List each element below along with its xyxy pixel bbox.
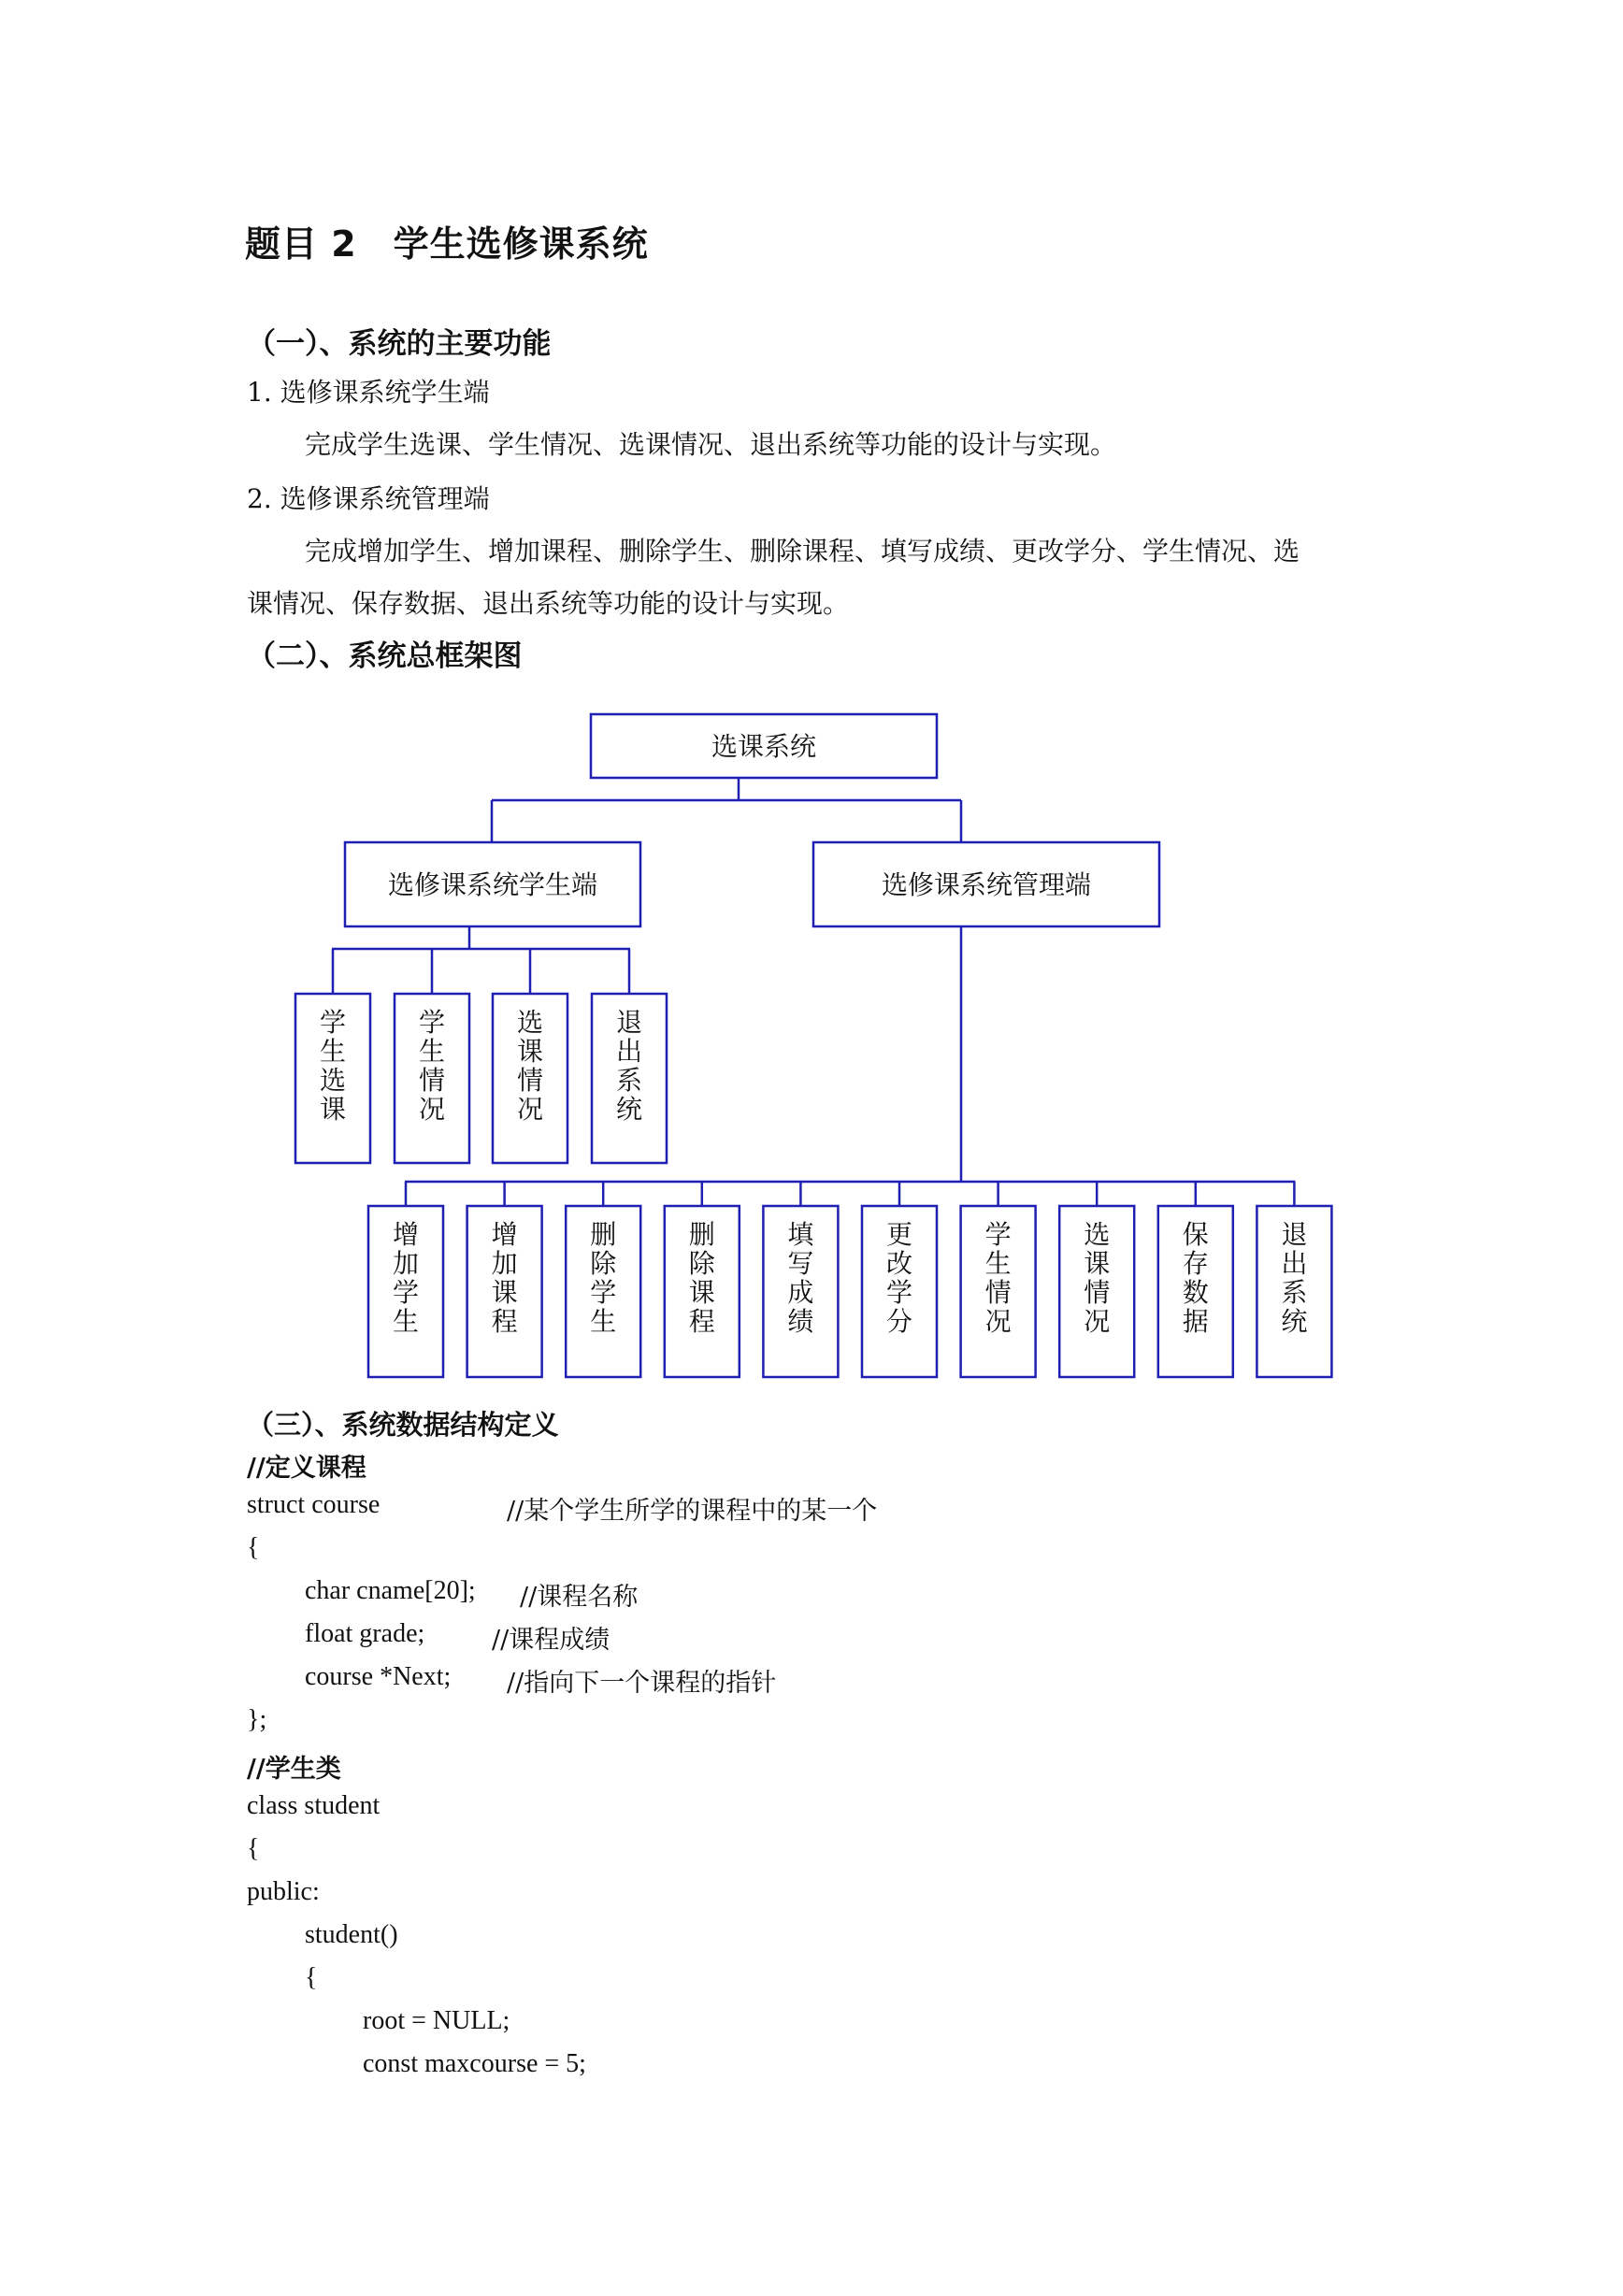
- diagram-admin-item: [1257, 1206, 1331, 1377]
- section-heading-functions: （一）、系统的主要功能: [247, 327, 552, 361]
- diagram-admin-item-label: 删除学生: [590, 1219, 617, 1337]
- diagram-admin-end-box: [813, 842, 1159, 926]
- diagram-admin-item-label: 学生情况: [984, 1219, 1012, 1337]
- function-item-admin-title: 2. 选修课系统管理端: [247, 483, 490, 514]
- diagram-root-box: [591, 714, 937, 778]
- diagram-admin-item-label: 选课情况: [1084, 1219, 1111, 1337]
- diagram-admin-item: [566, 1206, 640, 1377]
- code-struct-course: struct course: [247, 1490, 381, 1519]
- diagram-admin-item: [467, 1206, 542, 1377]
- diagram-admin-item: [862, 1206, 937, 1377]
- diagram-admin-item: [368, 1206, 443, 1377]
- diagram-admin-item-label: 更改学分: [885, 1219, 913, 1337]
- code-struct-end: };: [247, 1705, 267, 1734]
- diagram-admin-item: [763, 1206, 838, 1377]
- diagram-admin-item: [1059, 1206, 1134, 1377]
- code-class-brace-open: {: [247, 1834, 260, 1863]
- diagram-student-item: [493, 994, 567, 1163]
- code-constructor-brace-open: {: [305, 1963, 318, 1992]
- code-public: public:: [247, 1877, 320, 1906]
- code-comment-grade: //课程成绩: [492, 1626, 610, 1655]
- diagram-student-item-label: 学生选课: [319, 1007, 347, 1125]
- diagram-student-item: [395, 994, 469, 1163]
- code-maxcourse: const maxcourse = 5;: [363, 2049, 586, 2078]
- diagram-admin-item-label: 增加学生: [392, 1219, 420, 1337]
- function-item-admin-desc-line1: 完成增加学生、增加课程、删除学生、删除课程、填写成绩、更改学分、学生情况、选: [305, 536, 1300, 567]
- diagram-admin-item-label: 保存数据: [1182, 1219, 1209, 1337]
- code-comment-struct-course: //某个学生所学的课程中的某一个: [507, 1497, 878, 1526]
- code-comment-next: //指向下一个课程的指针: [507, 1669, 777, 1698]
- diagram-admin-end-box-label: 选修课系统管理端: [881, 869, 1092, 900]
- diagram-student-item: [592, 994, 667, 1163]
- section-heading-data-structure: （三）、系统数据结构定义: [247, 1409, 559, 1441]
- function-item-student-desc: 完成学生选课、学生情况、选课情况、退出系统等功能的设计与实现。: [305, 429, 1117, 460]
- function-item-admin-desc-line2: 课情况、保存数据、退出系统等功能的设计与实现。: [247, 588, 850, 619]
- page-title: 题目 2 学生选修课系统: [245, 223, 649, 265]
- diagram-student-end-box-label: 选修课系统学生端: [387, 869, 598, 900]
- diagram-boxes: [295, 714, 1331, 1377]
- function-item-student-title: 1. 选修课系统学生端: [247, 377, 490, 408]
- code-field-grade: float grade;: [305, 1619, 425, 1648]
- diagram-student-item-label: 学生情况: [418, 1007, 446, 1125]
- section-heading-framework: （二）、系统总框架图: [247, 639, 523, 673]
- diagram-student-item: [295, 994, 370, 1163]
- code-field-next: course *Next;: [305, 1662, 452, 1691]
- diagram-root-box-label: 选课系统: [711, 731, 817, 762]
- diagram-admin-item: [1158, 1206, 1233, 1377]
- code-brace-open: {: [247, 1533, 260, 1562]
- diagram-admin-item: [961, 1206, 1036, 1377]
- code-root-null: root = NULL;: [363, 2006, 510, 2035]
- diagram-student-end-box: [345, 842, 640, 926]
- code-comment-cname: //课程名称: [520, 1583, 639, 1612]
- code-constructor: student(): [305, 1920, 398, 1949]
- code-comment-student-class: //学生类: [247, 1755, 341, 1784]
- diagram-admin-item-label: 填写成绩: [787, 1219, 814, 1337]
- diagram-admin-item-label: 退出系统: [1281, 1219, 1308, 1337]
- code-comment-define-course: //定义课程: [247, 1454, 366, 1483]
- diagram-admin-item-label: 增加课程: [491, 1219, 518, 1337]
- diagram-student-item-label: 退出系统: [615, 1007, 643, 1125]
- diagram-student-item-label: 选课情况: [516, 1007, 544, 1125]
- diagram-admin-item-label: 删除课程: [688, 1219, 715, 1337]
- code-field-cname: char cname[20];: [305, 1576, 476, 1605]
- code-class-student: class student: [247, 1791, 381, 1820]
- diagram-admin-item: [665, 1206, 740, 1377]
